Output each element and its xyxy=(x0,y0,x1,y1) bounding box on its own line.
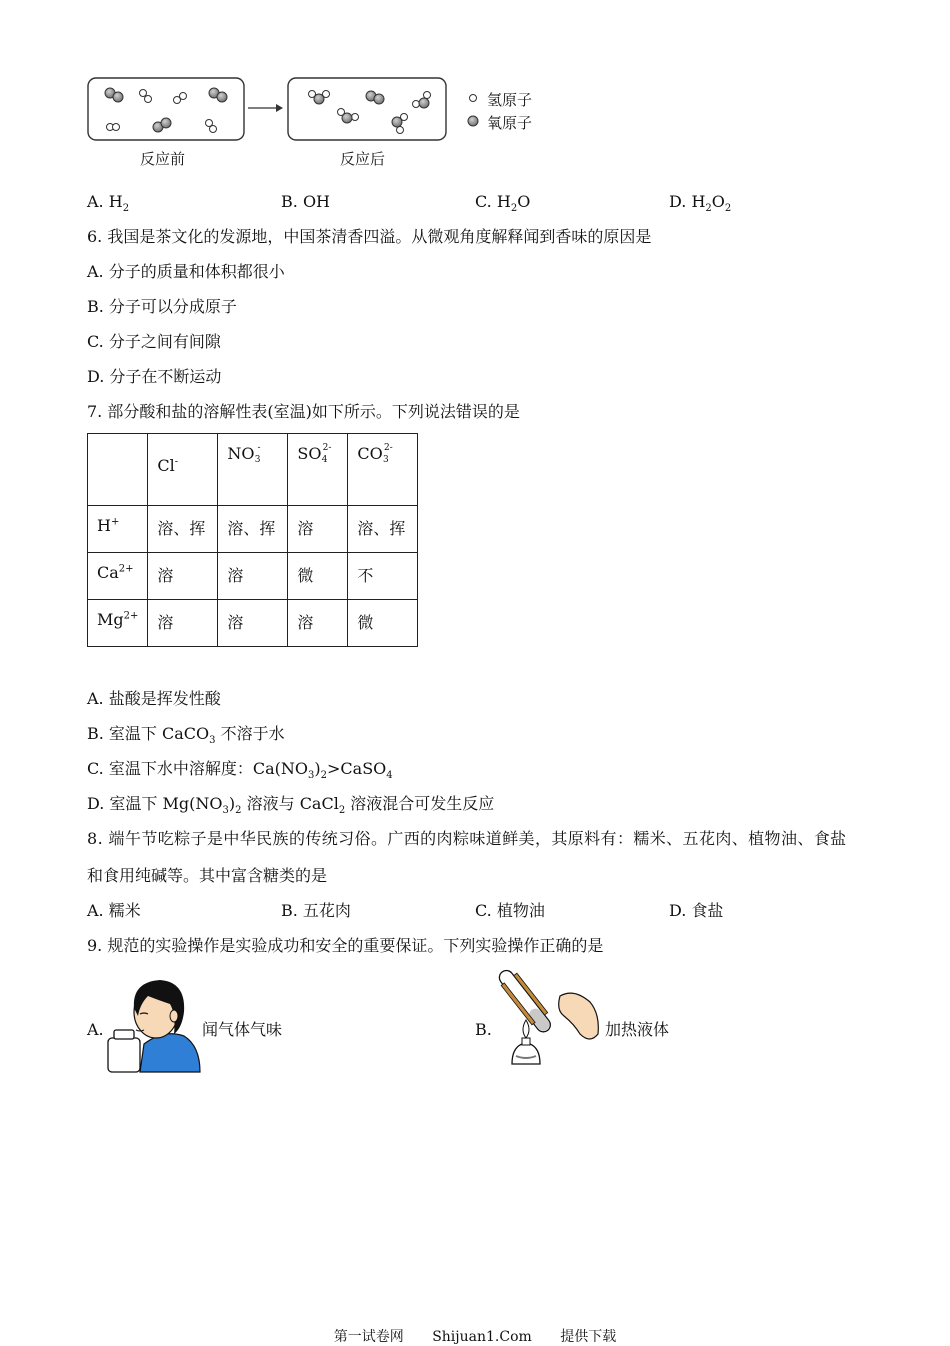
anion-header: NO - 3 xyxy=(218,434,288,506)
q5-option-c: C. $H_2O$ xyxy=(475,192,531,215)
q8-option-b: B. 五花肉 xyxy=(281,901,351,920)
page-footer xyxy=(0,1326,950,1346)
footer-site-en[interactable]: Shijuan1.Com xyxy=(432,1329,532,1345)
cation-header: H+ xyxy=(88,506,148,553)
q6-option-b: B. 分子可以分成原子 xyxy=(87,297,237,316)
anion-header: SO 2- 4 xyxy=(288,434,348,506)
q6-option-d: D. 分子在不断运动 xyxy=(87,367,222,386)
table-cell: 溶 xyxy=(288,600,348,647)
hydrogen-atom-icon xyxy=(470,95,477,102)
footer-site-cn: 第一试卷网 xyxy=(333,1329,404,1345)
table-corner xyxy=(88,434,148,506)
q8-option-d: D. 食盐 xyxy=(669,901,724,920)
legend-hydrogen-label: 氢原子 xyxy=(487,91,533,109)
cation-header: $Ca^{2+}$ xyxy=(88,553,148,600)
table-cell: 溶 xyxy=(218,553,288,600)
q6-option-c: C. 分子之间有间隙 xyxy=(87,332,221,351)
table-cell: 溶 xyxy=(288,506,348,553)
q9-stem: 9. 规范的实验操作是实验成功和安全的重要保证。下列实验操作正确的是 xyxy=(87,936,604,955)
q9-option-a-letter: A. xyxy=(87,1020,104,1039)
hydrogen-molecule xyxy=(140,90,152,103)
hydrogen-molecule xyxy=(174,93,187,104)
q6-option-a: A. 分子的质量和体积都很小 xyxy=(87,262,285,281)
q5-option-a: A. $H_2$ xyxy=(87,192,130,215)
table-row xyxy=(88,553,418,600)
q7-option-b: B. 室温下 CaCO$_3$ 不溶于水 xyxy=(87,724,285,747)
q9-option-a-caption: 闻气体气味 xyxy=(202,1020,283,1039)
table-cell: 溶、挥 xyxy=(348,506,418,553)
q7-stem: 7. 部分酸和盐的溶解性表(室温)如下所示。下列说法错误的是 xyxy=(87,402,520,421)
water-molecule xyxy=(413,92,431,109)
water-molecule xyxy=(309,91,330,105)
solubility-table xyxy=(87,433,418,647)
table-cell: 微 xyxy=(288,553,348,600)
oxygen-molecule xyxy=(366,91,384,104)
table-cell: 溶、挥 xyxy=(218,506,288,553)
table-row xyxy=(88,600,418,647)
after-box xyxy=(288,78,446,140)
q9-option-b-letter: B. xyxy=(475,1020,492,1039)
arrow-icon xyxy=(248,104,283,112)
before-label: 反应前 xyxy=(140,150,186,168)
q5-option-d: D. $H_2O_2$ xyxy=(669,192,732,215)
q8-stem-line1: 8. 端午节吃粽子是中华民族的传统习俗。广西的肉粽味道鲜美，其原料有：糯米、五花肉、植物油、食盐 xyxy=(87,829,847,848)
table-cell: 溶、挥 xyxy=(148,506,218,553)
water-molecule xyxy=(392,114,408,134)
q8-option-a: A. 糯米 xyxy=(87,901,141,920)
anion-header: CO 2- 3 xyxy=(348,434,418,506)
q7-option-a: A. 盐酸是挥发性酸 xyxy=(87,689,221,708)
oxygen-molecule xyxy=(153,118,171,132)
table-cell: 溶 xyxy=(148,600,218,647)
table-cell: 溶 xyxy=(218,600,288,647)
q8-stem-line2: 和食用纯碱等。其中富含糖类的是 xyxy=(87,866,328,885)
after-label: 反应后 xyxy=(340,150,386,168)
q7-option-c: C. 室温下水中溶解度：$Ca(NO_3)_2>CaSO_4$ xyxy=(87,759,393,782)
oxygen-molecule xyxy=(105,88,123,102)
table-cell: 溶 xyxy=(148,553,218,600)
oxygen-molecule xyxy=(209,88,227,102)
q5-option-b: B. OH xyxy=(281,192,331,211)
heating-liquid-illustration xyxy=(494,968,604,1076)
hydrogen-molecule xyxy=(206,120,217,133)
smelling-gas-illustration xyxy=(104,974,202,1074)
q6-stem: 6. 我国是茶文化的发源地，中国茶清香四溢。从微观角度解释闻到香味的原因是 xyxy=(87,227,652,246)
anion-header: Cl- xyxy=(148,434,218,506)
hydrogen-molecule xyxy=(107,124,120,131)
legend-oxygen-label: 氧原子 xyxy=(487,114,533,132)
table-row xyxy=(88,506,418,553)
q8-option-c: C. 植物油 xyxy=(475,901,545,920)
table-cell: 不 xyxy=(348,553,418,600)
cation-header: $Mg^{2+}$ xyxy=(88,600,148,647)
q7-option-d: D. 室温下 $Mg(NO_3)_2$ 溶液与 CaCl$_2$ 溶液混合可发生反应 xyxy=(87,794,495,817)
q9-option-b-caption: 加热液体 xyxy=(605,1020,670,1039)
footer-download: 提供下载 xyxy=(560,1329,617,1345)
oxygen-atom-icon xyxy=(468,116,478,126)
water-molecule xyxy=(338,109,359,124)
table-cell: 微 xyxy=(348,600,418,647)
